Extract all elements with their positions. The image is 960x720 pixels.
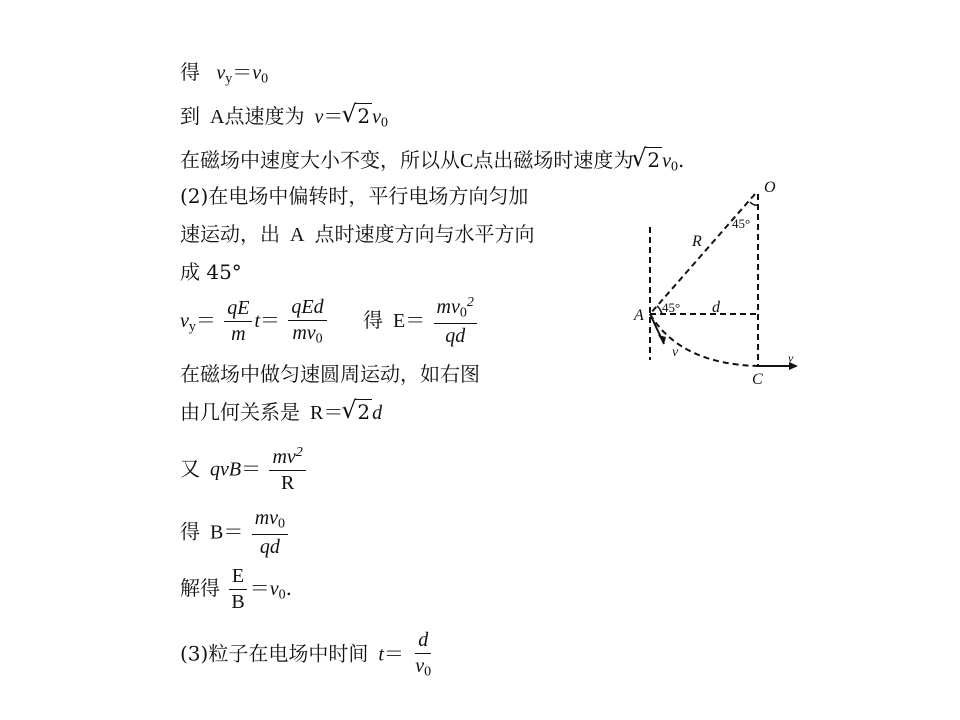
t-symbol: t (378, 643, 384, 666)
d-symbol: d (372, 402, 383, 424)
line-13 (180, 630, 436, 680)
text: 得 (180, 60, 200, 84)
v0-symbol: $v_0$ (269, 578, 286, 603)
fraction-mv0-over-qd: $\frac{mv_0}{qd}$ (252, 508, 288, 558)
line-10 (180, 446, 308, 494)
E-symbol: E (392, 310, 406, 333)
line-1 (180, 62, 268, 87)
arrow-head-icon (658, 335, 666, 344)
label-v-axis: v (788, 351, 794, 365)
equals: ＝ (383, 643, 404, 666)
line-9 (180, 402, 382, 423)
text: 又 (180, 456, 200, 481)
fraction-qE-over-m: $\frac{qE}{m}$ (224, 298, 252, 345)
B-symbol: B (210, 521, 224, 544)
period: . (677, 148, 685, 172)
fraction-mv0sq-over-qd: $\frac{mv_0^2}{qd}$ (434, 296, 477, 347)
v0-symbol: $v_0$ (662, 150, 678, 175)
point-label: A (210, 106, 225, 128)
label-A: A (634, 307, 644, 324)
label-v: v (672, 345, 679, 360)
text: 点时速度方向与水平方向 (314, 222, 535, 246)
label-C: C (752, 371, 763, 388)
equals: ＝ (323, 106, 344, 128)
label-45-left: 45° (662, 300, 681, 315)
text: 在磁场中速度大小不变，所以从 (180, 148, 460, 172)
equals: ＝ (241, 458, 262, 481)
radius-line (650, 194, 755, 314)
point-label: C (460, 150, 474, 172)
fraction-mv2-over-R: $\frac{mv^2}{R}$ (269, 446, 305, 494)
text: 到 (180, 104, 200, 128)
equals: ＝ (249, 578, 270, 600)
R-symbol: R (310, 402, 324, 424)
t-symbol: t (254, 310, 261, 333)
text: 点速度为 (224, 104, 305, 128)
fraction-qEd-over-mv0: $\frac{\text{qEd}}{mv_0}$ (288, 297, 326, 347)
label-d: d (712, 299, 720, 316)
equals: ＝ (232, 62, 253, 84)
text: 得 (180, 519, 200, 544)
fraction-E-over-B: $\frac{E}{B}$ (228, 566, 247, 613)
text: 由几何关系是 (180, 400, 300, 424)
line-7-formula (180, 296, 479, 347)
period: . (285, 576, 292, 600)
text: 得 (362, 308, 383, 333)
v-symbol: v (314, 106, 324, 128)
line-5 (180, 224, 534, 245)
label-45-top: 45° (732, 216, 751, 231)
point-label: A (290, 224, 305, 246)
equals: ＝ (405, 310, 426, 333)
qvB-symbol: qvB (210, 458, 242, 481)
v0-symbol: $v_0$ (372, 106, 388, 131)
label-O: O (764, 179, 776, 196)
text: 速运动，出 (180, 222, 280, 246)
line-3 (180, 150, 684, 175)
line-2 (180, 106, 388, 131)
sqrt: √ 2 (343, 402, 372, 422)
line-4: (2)在电场中偏转时，平行电场方向匀加 (180, 184, 529, 208)
equals: ＝ (260, 310, 281, 333)
text: 点出磁场时速度为 (473, 148, 634, 172)
sqrt: √ 2 (343, 106, 372, 126)
vy-symbol: $v_y$ (216, 62, 233, 87)
label-R: R (692, 233, 702, 250)
equals: ＝ (323, 402, 344, 424)
fraction-d-over-v0: $\frac{d}{v_0}$ (415, 629, 432, 680)
physics-diagram (620, 172, 820, 392)
angle-arc-top (750, 202, 758, 205)
line-6: 成 45° (180, 260, 242, 284)
text: 解得 (180, 576, 220, 600)
line-12 (180, 566, 292, 613)
trajectory-arc (650, 314, 758, 366)
v0-symbol: $v_0$ (252, 62, 269, 87)
vy-symbol: $v_y$ (180, 310, 196, 335)
text: (3)粒子在电场中时间 (180, 641, 369, 666)
line-8: 在磁场中做匀速圆周运动，如右图 (180, 362, 480, 386)
equals: ＝ (223, 521, 244, 544)
sqrt: √ 2 (633, 150, 662, 170)
equals: ＝ (195, 310, 216, 333)
line-11 (180, 508, 290, 558)
